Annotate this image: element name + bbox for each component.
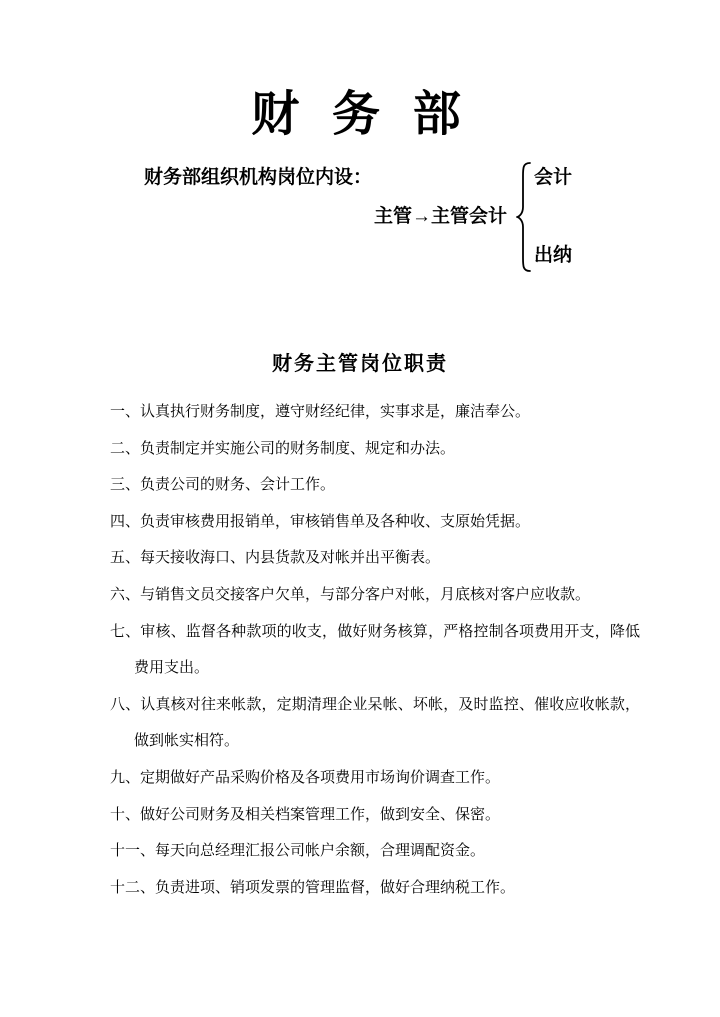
duty-item: 七、审核、监督各种款项的收支，做好财务核算，严格控制各项费用开支，降低费用支出。 <box>110 623 640 677</box>
duty-item: 八、认真核对往来帐款，定期清理企业呆帐、坏帐，及时监控、催收应收帐款，做到帐实相符。 <box>110 696 640 750</box>
duty-item: 二、负责制定并实施公司的财务制度、规定和办法。 <box>110 440 456 457</box>
curly-brace-icon <box>516 161 532 273</box>
duty-item: 十、做好公司财务及相关档案管理工作，做到安全、保密。 <box>110 806 501 823</box>
doc-title: 财 务 部 <box>251 86 469 142</box>
duty-item: 十一、每天向总经理汇报公司帐户余额，合理调配资金。 <box>110 843 486 860</box>
section-title: 财务主管岗位职责 <box>272 353 448 375</box>
duty-item: 五、每天接收海口、内县货款及对帐并出平衡表。 <box>110 550 441 567</box>
duty-item: 九、定期做好产品采购价格及各项费用市场询价调查工作。 <box>110 769 501 786</box>
org-intro-label: 财务部组织机构岗位内设： <box>144 167 373 188</box>
duties-list <box>110 394 640 906</box>
duty-item: 十二、负责进项、销项发票的管理监督，做好合理纳税工作。 <box>110 879 516 896</box>
org-branch-cashier: 出纳 <box>534 245 573 266</box>
duty-item: 六、与销售文员交接客户欠单，与部分客户对帐，月底核对客户应收款。 <box>110 586 591 603</box>
duty-item: 四、负责审核费用报销单，审核销售单及各种收、支原始凭据。 <box>110 513 531 530</box>
duty-item: 一、认真执行财务制度，遵守财经纪律，实事求是，廉洁奉公。 <box>110 404 531 420</box>
org-chain-text: 主管→主管会计 <box>374 206 508 227</box>
org-branch-accounting: 会计 <box>534 167 573 188</box>
duty-item: 三、负责公司的财务、会计工作。 <box>110 477 336 494</box>
